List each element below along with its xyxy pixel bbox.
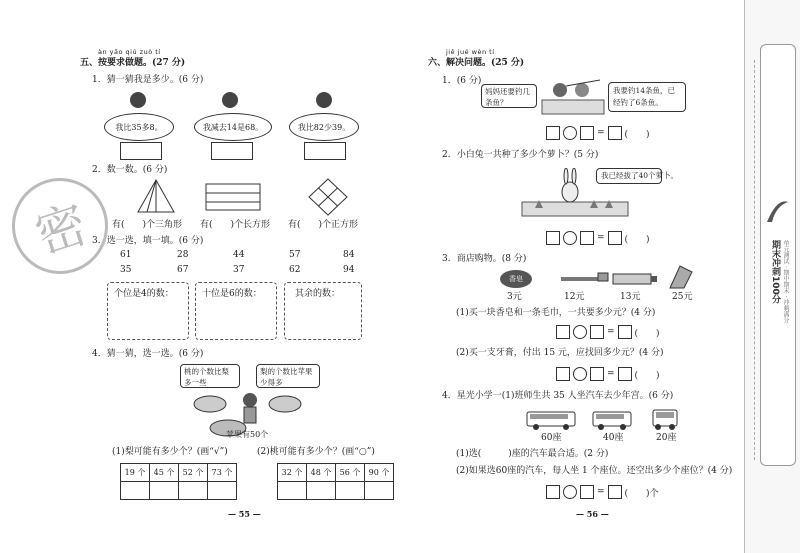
- price-towel: 25元: [672, 292, 693, 302]
- price-soap: 3元: [507, 292, 522, 302]
- rectangle-figure: [205, 183, 261, 211]
- q3-title: 3．选一选，填一填。(6 分): [92, 236, 204, 246]
- eq-box[interactable]: [608, 485, 622, 499]
- eq-unit: ( ): [624, 129, 650, 140]
- q3-num: 62: [289, 265, 301, 275]
- vehicle-60-label: 60座: [541, 433, 562, 443]
- q4-table-pears: [120, 463, 237, 500]
- q4-table-peaches: [277, 463, 394, 500]
- eq-box[interactable]: [618, 325, 632, 339]
- q3-box-units4[interactable]: [107, 282, 189, 340]
- table-cell: 90 个: [365, 464, 394, 482]
- r-q4-eq: = ( )个: [546, 485, 659, 499]
- r-q2-bubble: 我已经拔了40个萝卜。: [596, 168, 662, 184]
- table-cell: 19 个: [121, 464, 150, 482]
- eq-box[interactable]: [590, 325, 604, 339]
- r-q1-bubble-right: 我要钓14条鱼，已经钓了6条鱼。: [608, 82, 686, 112]
- page-number-right: — 56 —: [576, 509, 609, 519]
- eq-box[interactable]: [546, 231, 560, 245]
- table-cell: 52 个: [179, 464, 208, 482]
- table-cell: 45 个: [150, 464, 179, 482]
- table-cell[interactable]: [307, 482, 336, 500]
- fishing-illustration: [540, 78, 606, 116]
- q3-num: 84: [343, 250, 355, 260]
- toothpaste-icon: [612, 272, 658, 286]
- r-q1-equation: = ( ): [546, 126, 650, 140]
- q3-box-tens6[interactable]: [195, 282, 277, 340]
- sidebar-subtitle: 单元测试 · 期中期末 · 冲刺满分: [782, 240, 789, 324]
- r-q1-bubble-left: 妈妈还要钓几条鱼？: [481, 84, 537, 108]
- towel-icon: [668, 264, 694, 290]
- table-cell: 48 个: [307, 464, 336, 482]
- r-q3-eq1: = ( ): [556, 325, 660, 339]
- table-cell[interactable]: [336, 482, 365, 500]
- sec5-pinyin: àn yāo qiú zuò tí: [98, 48, 161, 56]
- q1-answer-box-1[interactable]: [120, 142, 162, 160]
- q2-title: 2．数一数。(6 分): [92, 165, 168, 175]
- eq-unit: ( ): [634, 328, 660, 339]
- eq-box[interactable]: [608, 126, 622, 140]
- q3-num: 37: [233, 265, 245, 275]
- eq-box[interactable]: [556, 367, 570, 381]
- q3-box-label: 其余的数：: [295, 289, 341, 299]
- eq-box[interactable]: [580, 485, 594, 499]
- van-20-icon: [652, 408, 678, 432]
- r-q3-sub1: (1)买一块香皂和一条毛巾，一共要多少元？(4 分): [456, 308, 656, 318]
- q1-bubble-3: 我比82少39。: [289, 113, 359, 141]
- vehicle-20-label: 20座: [656, 433, 677, 443]
- eq-box[interactable]: [580, 231, 594, 245]
- table-cell: 73 个: [208, 464, 237, 482]
- r-q3-sub2: (2)买一支牙膏，付出 15 元，应找回多少元？(4 分): [456, 348, 664, 358]
- q2-label-rectangle: 有( )个长方形: [200, 220, 271, 230]
- q4-sub1: (1)梨可能有多少个？(画“√”): [112, 447, 228, 457]
- girl-face-icon: [316, 92, 332, 108]
- eq-box[interactable]: [608, 231, 622, 245]
- q1-bubble-2: 我减去14是68。: [194, 113, 272, 141]
- eq-unit: ( ): [634, 370, 660, 381]
- table-cell[interactable]: [150, 482, 179, 500]
- boy-face-icon: [222, 92, 238, 108]
- eq-circle[interactable]: [563, 126, 577, 140]
- q3-box-label: 十位是6的数：: [202, 289, 262, 299]
- q2-label-triangle: 有( )个三角形: [112, 220, 183, 230]
- square-figure: [308, 178, 348, 216]
- eq-circle[interactable]: [573, 325, 587, 339]
- q1-answer-box-2[interactable]: [211, 142, 253, 160]
- q1-bubble-1: 我比35多8。: [104, 113, 174, 141]
- q3-num: 61: [120, 250, 132, 260]
- r-q4-title: 4．星光小学一(1)班师生共 35 人坐汽车去少年宫。(6 分): [442, 391, 674, 401]
- q3-num: 57: [289, 250, 301, 260]
- q3-box-rest[interactable]: [284, 282, 362, 340]
- binding-dashed-line: [754, 60, 755, 460]
- table-cell[interactable]: [278, 482, 307, 500]
- r-q2-equation: = ( ): [546, 231, 650, 245]
- eq-box[interactable]: [546, 126, 560, 140]
- sec6-title: 六、解决问题。(25 分): [428, 58, 525, 68]
- q3-num: 28: [177, 250, 189, 260]
- q4-apples-label: 苹果有50个: [226, 430, 269, 439]
- eq-box[interactable]: [556, 325, 570, 339]
- eq-box[interactable]: [580, 126, 594, 140]
- q4-title: 4．猜一猜，选一选。(6 分): [92, 349, 204, 359]
- sec6-pinyin: jiě jué wèn tí: [446, 48, 495, 56]
- q3-box-label: 个位是4的数：: [114, 289, 174, 299]
- triangle-figure: [136, 178, 176, 214]
- r-q3-title: 3．商店购物。(8 分): [442, 254, 527, 264]
- brand-logo-icon: [764, 196, 790, 226]
- q4-sub2: (2)桃可能有多少个？(画“○”): [257, 447, 375, 457]
- table-cell[interactable]: [208, 482, 237, 500]
- table-cell: 56 个: [336, 464, 365, 482]
- q3-num: 35: [120, 265, 132, 275]
- soap-icon: 香皂: [500, 270, 532, 288]
- table-cell[interactable]: [365, 482, 394, 500]
- q4-bubble-right: 梨的个数比苹果少得多: [256, 364, 320, 388]
- table-cell[interactable]: [121, 482, 150, 500]
- q4-bubble-left: 桃的个数比梨多一些: [180, 364, 240, 388]
- r-q3-eq2: = ( ): [556, 367, 660, 381]
- r-q4-sub2: (2)如果选60座的汽车，每人坐 1 个座位。还空出多少个座位？(4 分): [456, 466, 733, 476]
- sidebar-title: 期末冲刺100分: [770, 240, 780, 304]
- price-toothpaste: 13元: [620, 292, 641, 302]
- q2-label-square: 有( )个正方形: [288, 220, 359, 230]
- table-cell: 32 个: [278, 464, 307, 482]
- r-q1-title: 1．(6 分): [442, 76, 482, 86]
- q3-num: 94: [343, 265, 355, 275]
- girl-face-icon: [130, 92, 146, 108]
- r-q2-title: 2．小白兔一共种了多少个萝卜？(5 分): [442, 150, 599, 160]
- vehicle-40-label: 40座: [603, 433, 624, 443]
- price-toothbrush: 12元: [564, 292, 585, 302]
- eq-box[interactable]: [590, 367, 604, 381]
- eq-unit: ( ): [624, 234, 650, 245]
- q3-num: 44: [233, 250, 245, 260]
- q3-num: 67: [177, 265, 189, 275]
- q1-title: 1．猜一猜我是多少。(6 分): [92, 75, 204, 85]
- eq-circle[interactable]: [573, 367, 587, 381]
- eq-box[interactable]: [546, 485, 560, 499]
- eq-unit: ( )个: [624, 488, 659, 499]
- toothbrush-icon: [560, 272, 610, 286]
- eq-circle[interactable]: [563, 485, 577, 499]
- eq-box[interactable]: [618, 367, 632, 381]
- q1-answer-box-3[interactable]: [304, 142, 346, 160]
- page-number-left: — 55 —: [228, 509, 261, 519]
- eq-circle[interactable]: [563, 231, 577, 245]
- r-q4-sub1: (1)选( )座的汽车最合适。(2 分): [456, 449, 609, 459]
- bus-60-icon: [526, 410, 576, 432]
- bus-40-icon: [592, 410, 632, 432]
- sec5-title: 五、按要求做题。(27 分): [80, 58, 186, 68]
- table-cell[interactable]: [179, 482, 208, 500]
- confidential-stamp: 密: [0, 166, 120, 287]
